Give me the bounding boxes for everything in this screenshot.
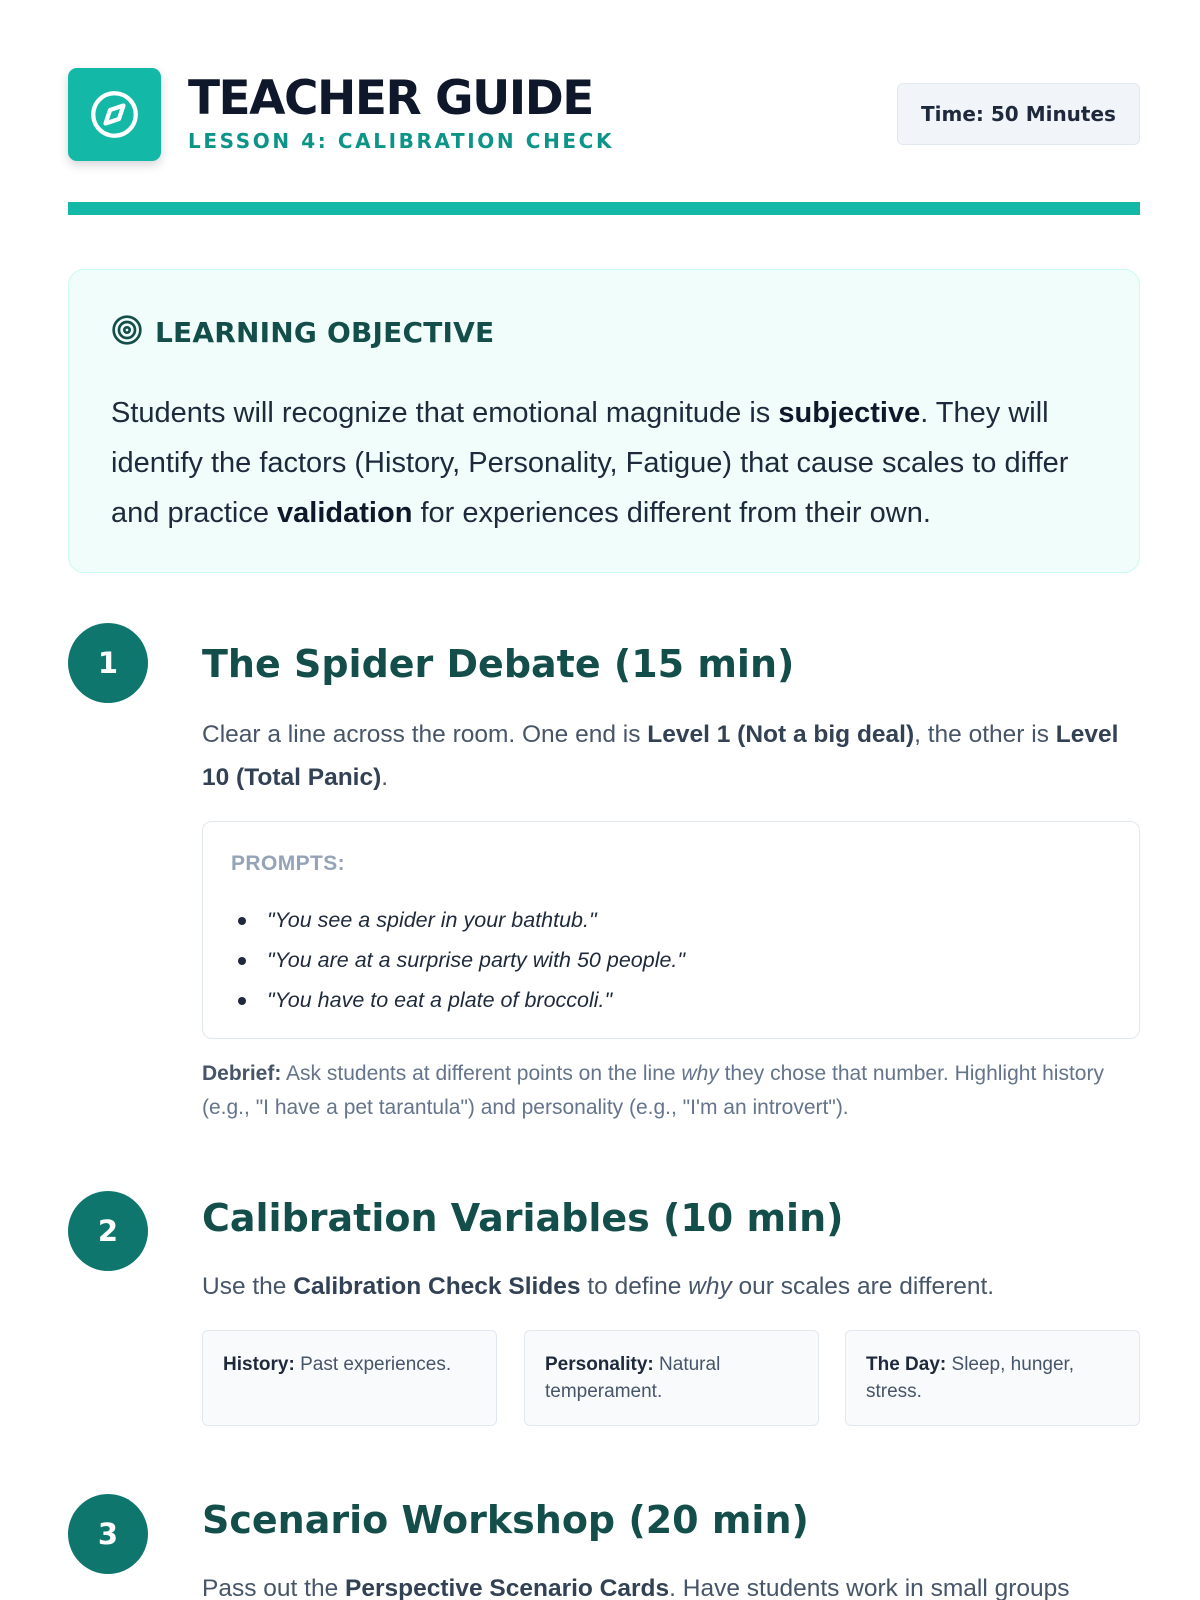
objective-text: Students will recognize that emotional magnitude is subjective. They will identify the factors (History, Personality, Fatigue) that cause scales to differ and practice validation for experiences different from their own.	[111, 397, 1069, 529]
objective-heading	[111, 314, 494, 351]
page-header	[68, 68, 1140, 162]
header-divider	[68, 202, 1140, 215]
time-badge: Time: 50 Minutes	[897, 83, 1140, 145]
objective-bold-subjective: subjective	[778, 397, 921, 429]
variable-card-the-day: The Day: Sleep, hunger, stress.	[845, 1330, 1140, 1426]
step-text-2: Use the Calibration Check Slides to define why our scales are different.	[202, 1273, 995, 1300]
debrief-text: Debrief: Ask students at different points on the line why they chose that number. Highlight history (e.g., "I have a pet tarantula") and personality (e.g., "I'm an introvert").	[202, 1062, 1104, 1119]
list-item: "You see a spider in your bathtub."	[231, 900, 685, 940]
learning-objective-box	[68, 269, 1140, 573]
objective-title: LEARNING OBJECTIVE	[155, 316, 495, 349]
list-item: "You have to eat a plate of broccoli."	[231, 980, 685, 1020]
step-number-2: 2	[68, 1191, 148, 1271]
prompts-list	[231, 900, 685, 1020]
step-text-1: Clear a line across the room. One end is Level 1 (Not a big deal), the other is Level 10 (Total Panic).	[202, 721, 1119, 791]
page-title: TEACHER GUIDE	[188, 71, 593, 126]
logo	[68, 68, 161, 161]
variable-card-history: History: Past experiences.	[202, 1330, 497, 1426]
page-subtitle: LESSON 4: CALIBRATION CHECK	[188, 129, 615, 153]
step-title-3: Scenario Workshop (20 min)	[202, 1498, 809, 1542]
step-text-3: Pass out the Perspective Scenario Cards. Have students work in small groups	[202, 1575, 1070, 1600]
target-icon	[111, 314, 155, 351]
step-number-3: 3	[68, 1494, 148, 1574]
prompts-box	[202, 821, 1140, 1039]
step-title-2: Calibration Variables (10 min)	[202, 1196, 844, 1240]
list-item: "You are at a surprise party with 50 people."	[231, 940, 685, 980]
objective-bold-validation: validation	[277, 497, 413, 529]
step-number-1: 1	[68, 623, 148, 703]
variable-card-personality: Personality: Natural temperament.	[524, 1330, 819, 1426]
step-title-1: The Spider Debate (15 min)	[202, 642, 795, 686]
prompts-label: PROMPTS:	[231, 852, 346, 875]
